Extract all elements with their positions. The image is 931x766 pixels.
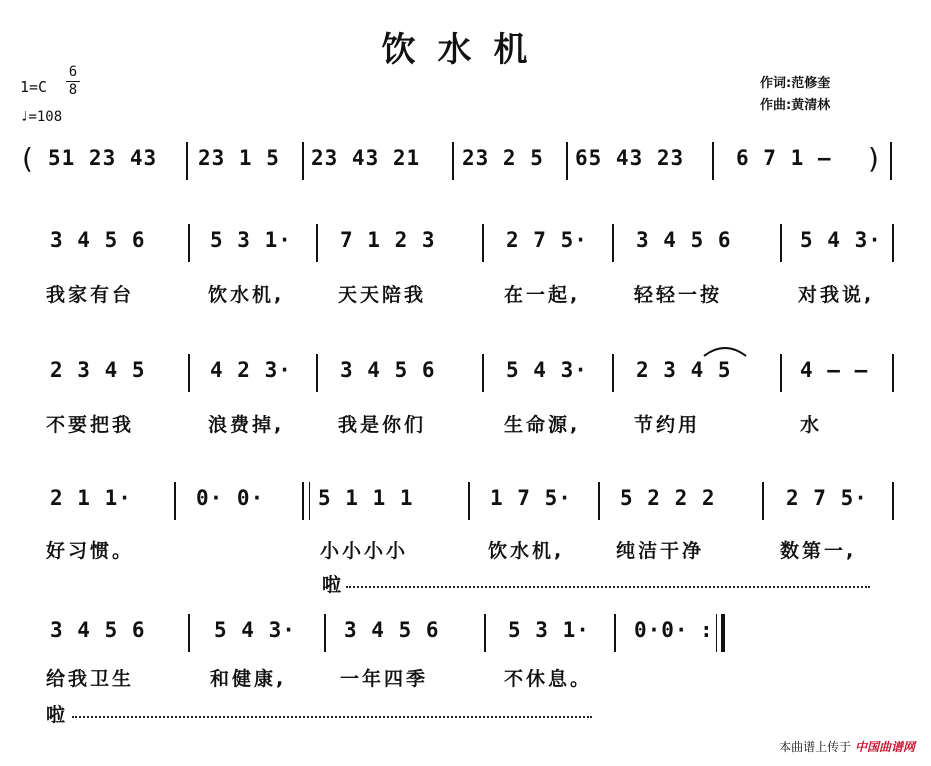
barline [452, 142, 454, 180]
measure: 0·0· [634, 618, 689, 642]
measure: 3 4 5 6 [50, 618, 146, 642]
lyric-phrase: 和健康, [210, 668, 287, 690]
barline [712, 142, 714, 180]
lyric-phrase: 数第一, [780, 540, 857, 562]
barline [892, 224, 894, 262]
dotted-continuation-line [72, 716, 592, 718]
footer-attribution [779, 738, 915, 755]
measure: 5 4 3· [214, 618, 296, 642]
measure: 65 43 23 [575, 146, 685, 170]
barline [316, 354, 318, 392]
measure: 5 2 2 2 [620, 486, 716, 510]
lyric-phrase: 不休息。 [504, 668, 593, 690]
barline [174, 482, 176, 520]
barline [612, 224, 614, 262]
barline [762, 482, 764, 520]
repeat-start-barline-thick [302, 482, 304, 520]
measure: 4 2 3· [210, 358, 292, 382]
repeat-start-barline-thin [309, 482, 310, 520]
staff-line-4 [0, 612, 931, 652]
measure: 2 3 4 5 [636, 358, 732, 382]
barline [316, 224, 318, 262]
lyric-phrase: 我家有台 [46, 284, 135, 306]
lyric-phrase: 饮水机, [488, 540, 565, 562]
barline [566, 142, 568, 180]
measure: 23 1 5 [198, 146, 280, 170]
measure: 1 7 5· [490, 486, 572, 510]
measure: 4 – – [800, 358, 869, 382]
staff-line-1 [0, 222, 931, 262]
lyric-phrase: 一年四季 [340, 668, 429, 690]
barline [890, 142, 892, 180]
lyric-phrase: 在一起, [504, 284, 581, 306]
measure: 5 3 1· [210, 228, 292, 252]
lyric-phrase: 啦 [322, 574, 345, 596]
tie-arc [700, 340, 750, 358]
barline [612, 354, 614, 392]
measure: 2 7 5· [786, 486, 868, 510]
lyric-phrase: 浪费掉, [208, 414, 285, 436]
barline [892, 354, 894, 392]
barline [188, 614, 190, 652]
measure: 0· 0· [196, 486, 265, 510]
lyric-phrase: 纯洁干净 [616, 540, 705, 562]
barline [302, 142, 304, 180]
measure: 5 4 3· [800, 228, 882, 252]
measure: 51 23 43 [48, 146, 158, 170]
lyric-phrase: 水 [800, 414, 823, 436]
lyric-phrase: 我是你们 [338, 414, 427, 436]
barline [892, 482, 894, 520]
site-logo[interactable]: 中国曲谱网 [854, 740, 915, 754]
staff-line-3 [0, 480, 931, 520]
lyric-phrase: 不要把我 [46, 414, 135, 436]
measure: 6 7 1 – [736, 146, 832, 170]
intro-close-paren: ) [868, 142, 879, 175]
barline [188, 354, 190, 392]
tempo-marking [20, 109, 62, 125]
barline [482, 354, 484, 392]
key-signature: 1=C [20, 78, 48, 96]
barline [780, 224, 782, 262]
score-title: 饮水机 [381, 30, 550, 70]
measure: 23 2 5 [462, 146, 544, 170]
barline [468, 482, 470, 520]
measure: 2 3 4 5 [50, 358, 146, 382]
repeat-end-dots: : [700, 618, 714, 642]
measure: 7 1 2 3 [340, 228, 436, 252]
barline [614, 614, 616, 652]
lyric-phrase: 给我卫生 [46, 668, 135, 690]
repeat-end-barline-thick [721, 614, 725, 652]
measure: 3 4 5 6 [344, 618, 440, 642]
lyric-phrase: 啦 [46, 704, 69, 726]
staff-line-intro [0, 140, 931, 180]
lyric-phrase: 饮水机, [208, 284, 285, 306]
time-denominator: 8 [68, 82, 78, 98]
lyric-phrase: 节约用 [634, 414, 701, 436]
measure: 5 1 1 1 [318, 486, 414, 510]
repeat-end-barline-thin [716, 614, 717, 652]
lyric-phrase: 生命源, [504, 414, 581, 436]
staff-line-2 [0, 352, 931, 392]
measure: 3 4 5 6 [340, 358, 436, 382]
measure: 2 7 5· [506, 228, 588, 252]
barline [484, 614, 486, 652]
lyric-phrase: 天天陪我 [338, 284, 427, 306]
lyric-phrase: 对我说, [798, 284, 875, 306]
lyric-phrase: 好习惯。 [46, 540, 135, 562]
measure: 23 43 21 [311, 146, 421, 170]
time-numerator: 6 [66, 64, 80, 82]
lyric-phrase: 小小小小 [320, 540, 409, 562]
measure: 3 4 5 6 [636, 228, 732, 252]
measure: 2 1 1· [50, 486, 132, 510]
dotted-continuation-line [346, 586, 870, 588]
time-signature [66, 64, 80, 99]
measure: 5 3 1· [508, 618, 590, 642]
measure: 5 4 3· [506, 358, 588, 382]
barline [780, 354, 782, 392]
barline [482, 224, 484, 262]
lyricist-credit: 作词:范修奎 [760, 76, 831, 91]
tempo-value: =108 [28, 109, 63, 125]
barline [188, 224, 190, 262]
barline [598, 482, 600, 520]
intro-open-paren: ( [22, 142, 33, 175]
quarter-note-icon: ♩ [20, 109, 29, 125]
measure: 3 4 5 6 [50, 228, 146, 252]
composer-credit: 作曲:黄清林 [760, 98, 831, 113]
lyric-phrase: 轻轻一按 [634, 284, 723, 306]
barline [324, 614, 326, 652]
footer-text: 本曲谱上传于 [779, 740, 852, 754]
barline [186, 142, 188, 180]
